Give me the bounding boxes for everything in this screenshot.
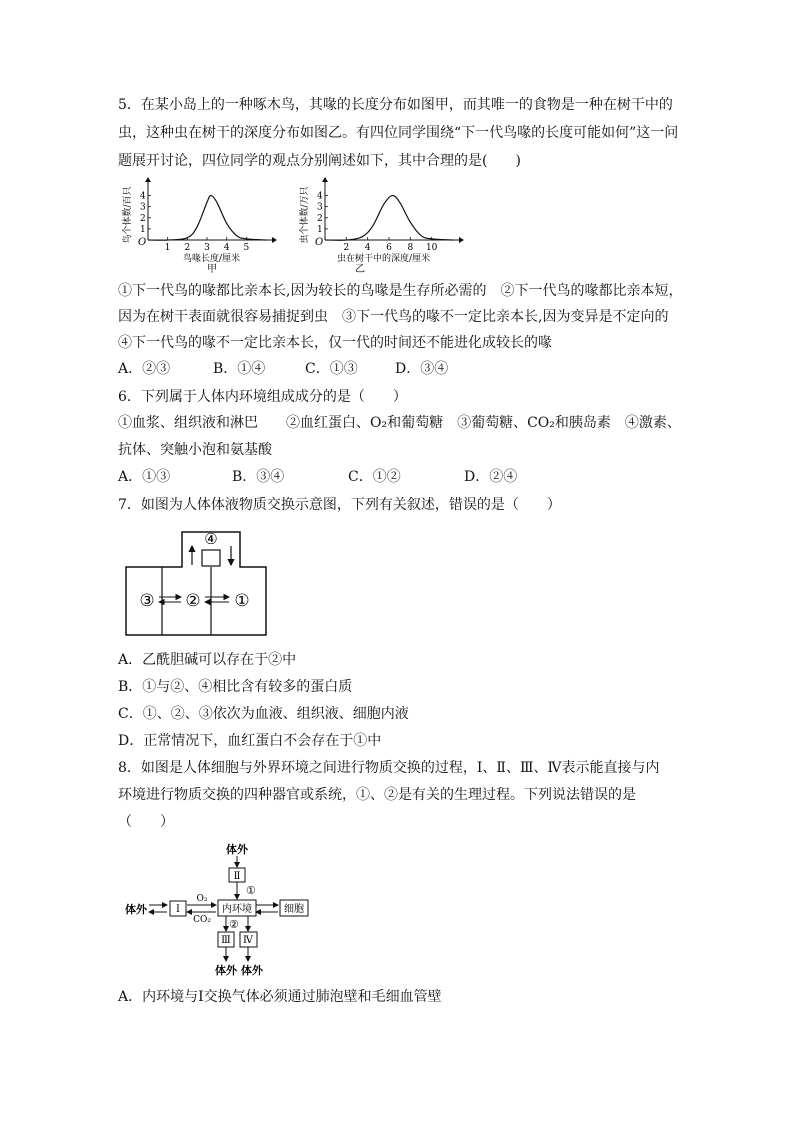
q7-box-4: [202, 550, 220, 566]
chart-jia-series-curve: [148, 196, 266, 241]
chart-yi-y-arrow: [322, 177, 328, 182]
chart-yi-y-tick-label: 3: [317, 202, 323, 213]
q8-outside-top: 体外: [226, 843, 248, 856]
q7-outline: [126, 532, 266, 635]
q8-exchange-diagram: [118, 838, 318, 980]
q8-label-i: Ⅰ: [176, 904, 180, 915]
q6-option-c: C．①②: [348, 469, 401, 485]
chart-jia-origin-label: O: [138, 237, 147, 248]
q6-line-1: ①血浆、组织液和淋巴 ②血红蛋白、O₂和葡萄糖 ③葡萄糖、CO₂和胰岛素 ④激素、: [118, 415, 681, 431]
q8-o2-label: O₂: [196, 894, 208, 904]
chart-yi-x-arrow: [459, 237, 464, 243]
chart-yi: [295, 175, 470, 275]
q8-outside-left: 体外: [125, 903, 147, 916]
q8-label-iii: Ⅲ: [221, 935, 231, 946]
q8-label-ii: Ⅱ: [233, 871, 241, 882]
q8-cell-label: 细胞: [284, 904, 304, 915]
q8-co2-label: CO₂: [193, 915, 211, 925]
chart-jia-caption: 甲: [207, 264, 217, 275]
q8-internal-label: 内环境: [222, 904, 252, 915]
q5-stem-line-3: 题展开讨论，四位同学的观点分别阐述如下，其中合理的是( ): [118, 153, 521, 169]
q7-option-d: D．正常情况下，血红蛋白不会存在于①中: [118, 733, 382, 749]
q6-option-d: D．②④: [464, 469, 518, 485]
q8-stem-line-3: （ ）: [118, 814, 174, 830]
chart-yi-y-tick-label: 4: [317, 191, 323, 202]
chart-jia-y-axis-label: 鸟个体数/百只: [123, 186, 133, 244]
q5-stem-line-1: 5．在某小岛上的一种啄木鸟，其喙的长度分布如图甲，而其唯一的食物是一种在树干中的: [118, 97, 673, 113]
chart-jia-y-tick-label: 3: [140, 202, 146, 213]
q5-option-a: A．②③: [118, 361, 171, 377]
q8-option-a: A．内环境与Ⅰ交换气体必须通过肺泡壁和毛细血管壁: [118, 989, 442, 1005]
chart-yi-caption: 乙: [355, 264, 365, 275]
q5-option-d: D．③④: [395, 361, 449, 377]
q7-option-a: A．乙酰胆碱可以存在于②中: [118, 652, 297, 668]
chart-jia-x-tick-label: 5: [243, 243, 250, 253]
q8-stem-line-1: 8．如图是人体细胞与外界环境之间进行物质交换的过程，Ⅰ、Ⅱ、Ⅲ、Ⅳ表示能直接与内: [118, 760, 660, 776]
chart-yi-y-tick-label: 2: [317, 213, 323, 224]
chart-yi-x-tick-label: 6: [386, 243, 392, 253]
chart-jia-x-axis-label: 鸟喙长度/厘米: [183, 254, 241, 264]
q8-process-2: ②: [229, 918, 239, 931]
chart-jia-y-tick-label: 1: [140, 224, 146, 235]
chart-jia-y-tick-label: 4: [140, 191, 146, 202]
chart-jia-x-arrow: [272, 237, 277, 243]
q7-option-c: C．①、②、③依次为血液、组织液、细胞内液: [118, 706, 409, 722]
q5-option-b: B．①④: [213, 361, 266, 377]
q5-statement-line-2: 因为在树干表面就很容易捕捉到虫 ③下一代鸟的喙不一定比亲本长,因为变异是不定向的: [118, 309, 669, 325]
chart-jia: [118, 175, 278, 275]
q7-stem: 7．如图为人体体液物质交换示意图，下列有关叙述，错误的是（ ）: [118, 497, 561, 513]
chart-jia-x-tick-label: 2: [184, 243, 191, 253]
chart-jia-y-arrow: [145, 177, 151, 182]
q6-stem: 6．下列属于人体内环境组成成分的是（ ）: [118, 389, 407, 405]
q5-statement-line-3: ④下一代鸟的喙不一定比亲本长，仅一代的时间还不能进化成较长的喙: [118, 335, 552, 351]
q7-label-3: ③: [139, 591, 155, 611]
chart-yi-x-tick-label: 10: [425, 243, 438, 253]
q5-stem-line-2: 虫，这种虫在树干的深度分布如图乙。有四位同学围绕“下一代鸟喙的长度可能如何”这一问: [118, 125, 679, 141]
q8-outside-bottom-1: 体外: [215, 964, 237, 977]
chart-yi-origin-label: O: [315, 237, 324, 248]
chart-yi-series-curve: [325, 196, 453, 241]
chart-yi-y-axis-label: 虫个体数/万只: [300, 186, 310, 244]
chart-jia-x-tick-label: 3: [204, 243, 210, 253]
chart-yi-x-tick-label: 4: [364, 243, 371, 253]
chart-yi-x-axis-label: 虫在树干中的深度/厘米: [337, 254, 431, 264]
q7-label-2: ②: [185, 591, 201, 611]
q7-label-4: ④: [204, 530, 218, 548]
q6-line-2: 抗体、突触小泡和氨基酸: [118, 442, 272, 458]
q7-body-fluid-diagram: [118, 522, 278, 640]
q8-label-iv: Ⅳ: [243, 935, 253, 946]
q7-option-b: B．①与②、④相比含有较多的蛋白质: [118, 679, 353, 695]
q8-stem-line-2: 环境进行物质交换的四种器官或系统，①、②是有关的生理过程。下列说法错误的是: [118, 787, 636, 803]
chart-yi-x-tick-label: 8: [407, 243, 414, 253]
q5-statement-line-1: ①下一代鸟的喙都比亲本长,因为较长的鸟喙是生存所必需的 ②下一代鸟的喙都比亲本短，: [118, 283, 683, 299]
q7-label-1: ①: [234, 591, 250, 611]
q8-process-1: ①: [246, 884, 256, 897]
chart-jia-x-tick-label: 4: [223, 243, 230, 253]
q8-outside-bottom-2: 体外: [241, 964, 263, 977]
chart-yi-x-tick-label: 2: [343, 243, 350, 253]
q6-option-a: A．①③: [118, 469, 171, 485]
chart-jia-y-tick-label: 2: [140, 213, 146, 224]
chart-jia-x-tick-label: 1: [164, 243, 171, 253]
chart-yi-y-tick-label: 1: [317, 224, 323, 235]
q5-option-c: C．①③: [305, 361, 358, 377]
q6-option-b: B．③④: [232, 469, 285, 485]
